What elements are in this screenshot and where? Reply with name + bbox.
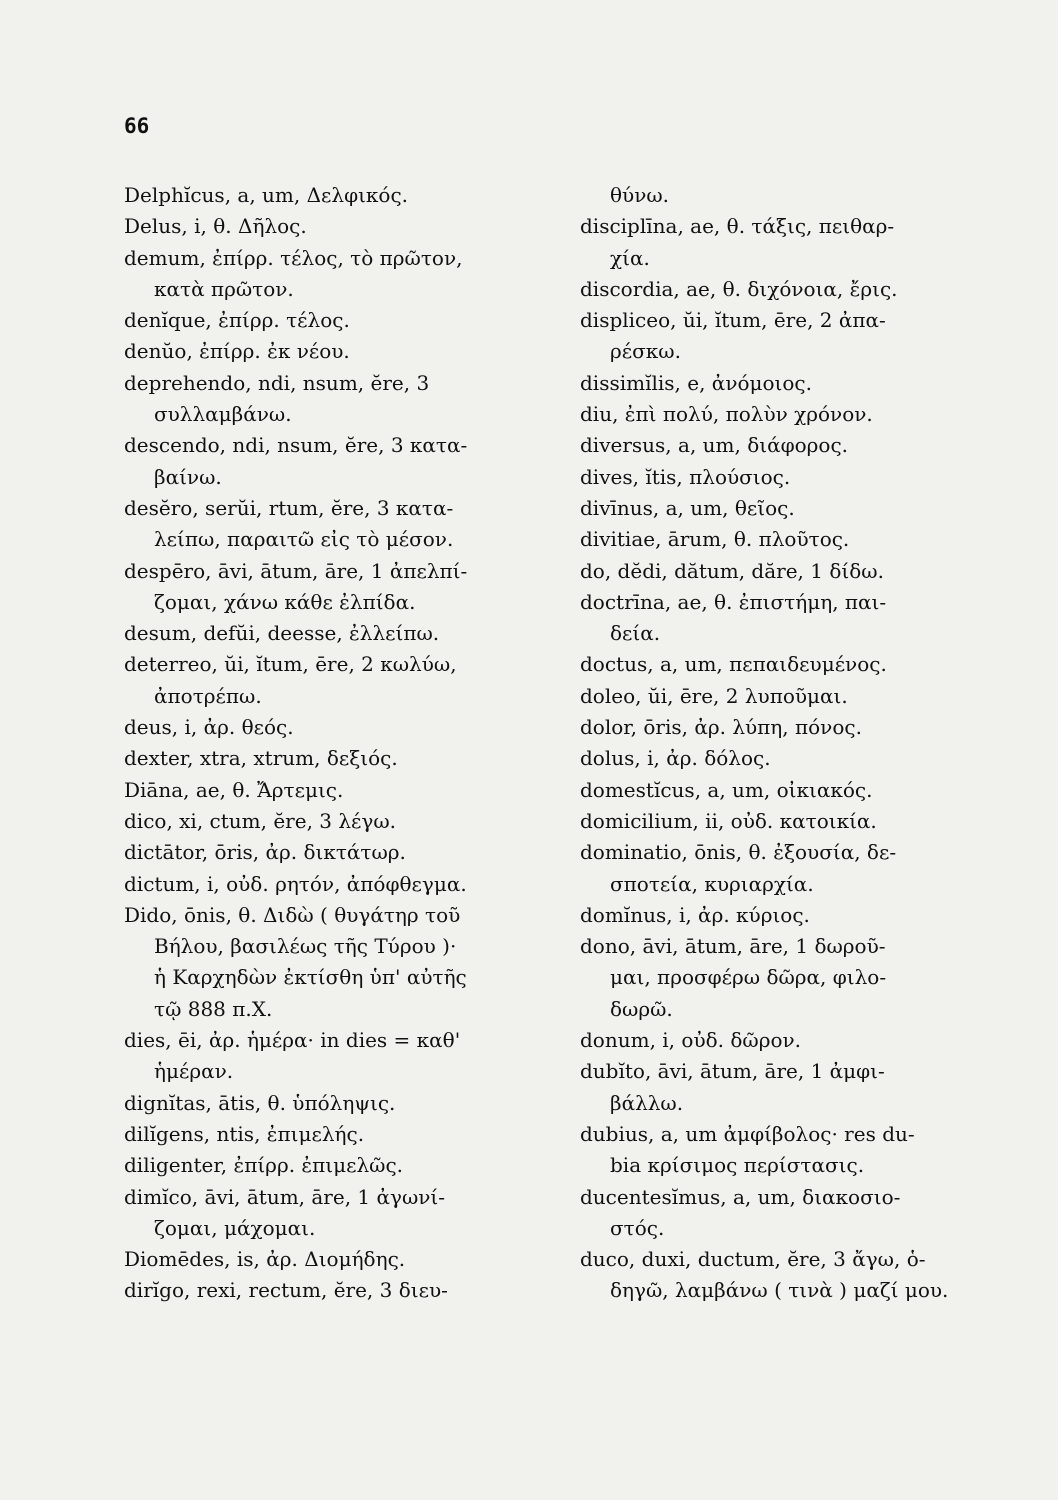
dictionary-entry: deterreo, ŭi, ĭtum, ēre, 2 κωλύω,	[124, 652, 457, 677]
dictionary-entry: dubĭto, āvi, ātum, āre, 1 ἀμφι-	[580, 1059, 885, 1084]
dictionary-entry: dexter, xtra, xtrum, δεξιός.	[124, 746, 398, 771]
dictionary-entry: dubius, a, um ἀμφίβολος· res du-	[580, 1121, 915, 1146]
dictionary-entry: dilĭgens, ntis, ἐπιμελής.	[124, 1121, 365, 1146]
entry-continuation: σποτεία, κυριαρχία.	[610, 871, 814, 896]
dictionary-entry: despēro, āvi, ātum, āre, 1 ἀπελπί-	[124, 558, 468, 583]
dictionary-entry: do, dĕdi, dătum, dăre, 1 δίδω.	[580, 558, 884, 583]
dictionary-entry: Diomēdes, is, ἀρ. Διομήδης.	[124, 1247, 406, 1272]
dictionary-entry: diversus, a, um, διάφορος.	[580, 433, 849, 458]
dictionary-entry: Diāna, ae, θ. Ἄρτεμις.	[124, 777, 344, 802]
dictionary-entry: dictum, i, οὐδ. ρητόν, ἀπόφθεγμα.	[124, 871, 467, 896]
entry-continuation: ζομαι, χάνω κάθε ἐλπίδα.	[154, 589, 416, 614]
entry-continuation: τῷ 888 π.Χ.	[154, 996, 273, 1021]
left-column	[124, 180, 564, 1307]
entry-continuation: χία.	[610, 245, 650, 270]
dictionary-entry: dissimĭlis, e, ἀνόμοιος.	[580, 370, 812, 395]
entry-continuation: λείπω, παραιτῶ εἰς τὸ μέσον.	[154, 527, 454, 552]
dictionary-entry: dignĭtas, ātis, θ. ὑπόληψις.	[124, 1090, 396, 1115]
entry-continuation: ἡ Καρχηδὼν ἐκτίσθη ὑπ' αὐτῆς	[154, 965, 467, 990]
entry-continuation: δεία.	[610, 621, 661, 646]
dictionary-entry: descendo, ndi, nsum, ĕre, 3 κατα-	[124, 433, 468, 458]
dictionary-entry: denŭo, ἐπίρρ. ἐκ νέου.	[124, 339, 350, 364]
dictionary-entry: duco, duxi, ductum, ĕre, 3 ἄγω, ὁ-	[580, 1247, 926, 1272]
entry-continuation: bia κρίσιμος περίστασις.	[610, 1153, 865, 1178]
dictionary-entry: Dido, ōnis, θ. Διδὼ ( θυγάτηρ τοῦ	[124, 902, 461, 927]
page-number: 66	[124, 114, 150, 138]
dictionary-entry: deprehendo, ndi, nsum, ĕre, 3	[124, 370, 430, 395]
dictionary-entry: diu, ἐπὶ πολύ, πολὺν χρόνον.	[580, 402, 873, 427]
dictionary-entry: doleo, ŭi, ēre, 2 λυποῦμαι.	[580, 683, 848, 708]
dictionary-entry: dives, ĭtis, πλούσιος.	[580, 464, 791, 489]
dictionary-entry: divitiae, ārum, θ. πλοῦτος.	[580, 527, 850, 552]
dictionary-entry: domĭnus, i, ἀρ. κύριος.	[580, 902, 810, 927]
entry-continuation: θύνω.	[610, 183, 670, 207]
entry-continuation: μαι, προσφέρω δῶρα, φιλο-	[610, 965, 887, 990]
dictionary-entry: dies, ēi, ἀρ. ἡμέρα· in dies = καθ'	[124, 1028, 461, 1053]
entry-continuation: βαίνω.	[154, 464, 222, 489]
dictionary-entry: dirĭgo, rexi, rectum, ĕre, 3 διευ-	[124, 1278, 448, 1303]
dictionary-entry: diligenter, ἐπίρρ. ἐπιμελῶς.	[124, 1153, 404, 1178]
entry-continuation: συλλαμβάνω.	[154, 402, 292, 427]
dictionary-entry: desĕro, serŭi, rtum, ĕre, 3 κατα-	[124, 495, 454, 520]
entry-continuation: ρέσκω.	[610, 339, 681, 364]
entry-continuation: στός.	[610, 1215, 665, 1240]
dictionary-entry: dictātor, ōris, ἀρ. δικτάτωρ.	[124, 840, 406, 865]
dictionary-entry: Delus, i, θ. Δῆλος.	[124, 214, 307, 239]
dictionary-entry: domicilium, ii, οὐδ. κατοικία.	[580, 808, 877, 833]
entry-continuation: Βήλου, βασιλέως τῆς Τύρου )·	[154, 934, 457, 959]
dictionary-entry: dominatio, ōnis, θ. ἐξουσία, δε-	[580, 840, 897, 865]
dictionary-entry: dico, xi, ctum, ĕre, 3 λέγω.	[124, 808, 397, 833]
dictionary-entry: donum, i, οὐδ. δῶρον.	[580, 1028, 802, 1053]
entry-continuation: βάλλω.	[610, 1090, 684, 1115]
dictionary-entry: dimĭco, āvi, ātum, āre, 1 ἀγωνί-	[124, 1184, 446, 1209]
dictionary-entry: Delphĭcus, a, um, Δελφικός.	[124, 183, 409, 207]
entry-continuation: δωρῶ.	[610, 996, 673, 1021]
entry-continuation: δηγῶ, λαμβάνω ( τινὰ ) μαζί μου.	[610, 1278, 949, 1303]
entry-continuation: ἀποτρέπω.	[154, 683, 262, 708]
dictionary-entry: dolus, i, ἀρ. δόλος.	[580, 746, 771, 771]
dictionary-entry: dono, āvi, ātum, āre, 1 δωροῦ-	[580, 934, 886, 959]
dictionary-entry: dolor, ōris, ἀρ. λύπη, πόνος.	[580, 715, 862, 740]
dictionary-entry: denĭque, ἐπίρρ. τέλος.	[124, 308, 350, 333]
dictionary-entry: domestĭcus, a, um, οἰκιακός.	[580, 777, 873, 802]
entry-continuation: ζομαι, μάχομαι.	[154, 1215, 316, 1240]
dictionary-entry: desum, defŭi, deesse, ἐλλείπω.	[124, 621, 440, 646]
dictionary-entry: demum, ἐπίρρ. τέλος, τὸ πρῶτον,	[124, 245, 463, 270]
entry-continuation: ἡμέραν.	[154, 1059, 234, 1084]
dictionary-entry: displiceo, ŭi, ĭtum, ēre, 2 ἀπα-	[580, 308, 886, 333]
dictionary-entry: doctus, a, um, πεπαιδευμένος.	[580, 652, 887, 677]
dictionary-entry: doctrīna, ae, θ. ἐπιστήμη, παι-	[580, 589, 887, 614]
right-column	[580, 180, 1035, 1307]
dictionary-entry: divīnus, a, um, θεῖος.	[580, 495, 795, 520]
dictionary-entry: disciplīna, ae, θ. τάξις, πειθαρ-	[580, 214, 895, 239]
dictionary-entry: discordia, ae, θ. διχόνοια, ἔρις.	[580, 276, 898, 301]
dictionary-entry: deus, i, ἀρ. θεός.	[124, 715, 294, 740]
entry-continuation: κατὰ πρῶτον.	[154, 276, 294, 301]
dictionary-entry: ducentesĭmus, a, um, διακοσιο-	[580, 1184, 901, 1209]
